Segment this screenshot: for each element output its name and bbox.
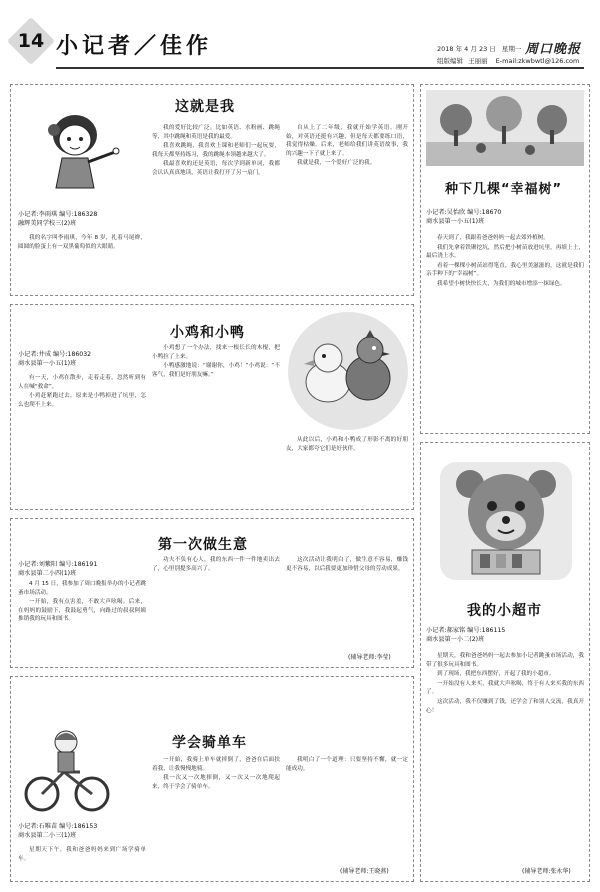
article-6-title: 学会骑单车 xyxy=(172,735,247,751)
weekday-text: 星期一 xyxy=(501,45,522,53)
article-2-title: 种下几棵“幸福树” xyxy=(445,182,563,197)
article-5-byline xyxy=(426,626,584,644)
paragraph: 有一天，小鸡在散步，走着走着，忽然听到有人在喊“救命”。 xyxy=(18,375,146,390)
trees-picture-icon xyxy=(426,90,584,166)
paragraph: 我一次又一次地摔倒，又一次又一次地爬起来，终于学会了骑单车。 xyxy=(152,775,280,790)
byline-author: 小记者:李雨琪 编号:186328 xyxy=(18,211,98,218)
article-1-text-col1 xyxy=(18,234,146,290)
article-4-byline xyxy=(18,560,148,578)
paragraph: 小鸭感激地说：“谢谢你，小鸡！”小鸡说：“不客气，我们是好朋友嘛。” xyxy=(152,363,280,378)
article-4-title: 第一次做生意 xyxy=(158,537,248,553)
article-3-byline xyxy=(18,350,148,368)
illustration-cyclist xyxy=(22,728,112,816)
header-date xyxy=(437,44,521,53)
bear-shopkeeper-icon xyxy=(440,462,572,580)
paragraph: 到了现场，我把东西摆好，开起了我的小超市。 xyxy=(437,671,555,678)
header-rule xyxy=(56,67,584,69)
chick-and-duck-icon xyxy=(288,312,408,430)
illustration-girl xyxy=(30,100,130,200)
paragraph: 小鸡赶紧跑过去，原来是小鸭掉进了坑里，怎么也爬不上来。 xyxy=(18,393,146,408)
article-4-teacher: (辅导老师:李莹) xyxy=(348,654,391,661)
article-3-text-col2 xyxy=(152,344,280,504)
article-2-text xyxy=(426,234,584,428)
boy-bicycle-icon xyxy=(22,728,112,816)
date-text: 2018 年 4 月 23 日 xyxy=(437,45,496,53)
illustration-chick-duck xyxy=(288,312,408,430)
paragraph: 4 月 15 日，我参加了周口晚报举办的小记者跳蚤市场活动。 xyxy=(18,581,146,596)
paragraph: 看着一棵棵小树苗站得笔直，我心里美滋滋的，这就是我们亲手种下的“幸福树”。 xyxy=(426,262,584,278)
paragraph: 我的名字叫李雨琪，今年 8 岁，扎着马尾辫，圆圆的脸蛋上有一双黑葡萄似的大眼睛。 xyxy=(18,235,146,250)
illustration-bear xyxy=(440,462,572,580)
byline-school: 融辉美同学校三(2)班 xyxy=(18,220,77,227)
article-6-text-col3 xyxy=(286,756,408,856)
byline-author: 小记者:吴怡欣 编号:18670 xyxy=(426,209,502,216)
article-5-teacher: (辅导老师:张永华) xyxy=(522,868,571,875)
article-4-text-col2 xyxy=(152,556,280,662)
page-number: 14 xyxy=(17,30,45,52)
section-title: 小记者／佳作 xyxy=(56,34,213,59)
article-3-text-col1 xyxy=(18,374,146,504)
article-1-text-col2 xyxy=(152,124,280,290)
article-5-text xyxy=(426,652,584,862)
byline-author: 小记者:井成 编号:186032 xyxy=(18,351,92,358)
byline-author: 小记者:石唯苗 编号:186153 xyxy=(18,823,98,830)
byline-school: 商水县第一小五(1)班 xyxy=(18,360,77,367)
byline-author: 小记者:刘紫阳 编号:186191 xyxy=(18,561,98,568)
article-6-teacher: (辅导老师:王晓燕) xyxy=(340,868,389,875)
editor-line xyxy=(437,56,579,65)
paragraph: 我们先拿着铁锹挖坑，然后把小树苗放进坑里，再填上土，最后浇上水。 xyxy=(426,244,584,260)
paragraph: 我希望小树快快长大，为我们的城市增添一抹绿色。 xyxy=(437,280,566,287)
paragraph: 我喜欢跳绳，我喜欢上课和老师们一起玩耍，我每天都坚持练习，我的跳绳本领越来越大了。 xyxy=(152,143,280,158)
byline-school: 商水县第二小四(1)班 xyxy=(18,570,77,577)
article-2-byline xyxy=(426,208,584,226)
editor-label: 组版编辑 xyxy=(437,57,463,65)
paragraph: 功夫不负有心人，我的东西一件一件地卖出去了，心里别提多高兴了。 xyxy=(152,557,280,572)
paragraph: 这次活动让我明白了，做生意不容易，赚钱更不容易，以后我要更加珍惜父母的劳动成果。 xyxy=(286,557,408,572)
paragraph: 从此以后，小鸡和小鸭成了形影不离的好朋友，大家都夸它们是好伙伴。 xyxy=(286,437,408,452)
paragraph: 一开始，我有点害羞，不敢大声吆喝。后来，在妈妈的鼓励下，我鼓起勇气，向路过的叔叔阿姨推销我的玩具和图书。 xyxy=(18,599,146,623)
article-3-title: 小鸡和小鸭 xyxy=(170,325,245,341)
byline-school: 商水县第一小二(2)班 xyxy=(426,636,485,643)
paragraph: 我明白了一个道理：只要坚持不懈，就一定能成功。 xyxy=(286,757,408,772)
article-1-byline xyxy=(18,210,148,228)
article-1-text-col3 xyxy=(286,124,408,290)
masthead-logo: 周口晚报 xyxy=(525,42,582,57)
paragraph: 我就是我，一个爱好广泛的我。 xyxy=(297,160,376,167)
article-6-byline xyxy=(18,822,148,840)
paragraph: 春天到了，我跟着爸爸妈妈一起去郊外植树。 xyxy=(437,235,549,241)
byline-school: 商水县第二小三(1)班 xyxy=(18,832,77,839)
editor-name: 王丽丽 xyxy=(468,57,488,65)
paragraph: 自从上了二年级，我就开始学英语。刚开始，对英语还挺有兴趣，但是每天都要练口语，我觉得枯燥。后来，老师给我们讲英语故事，我的兴趣一下子就上来了。 xyxy=(286,125,408,157)
paragraph: 一开始没有人来买，我就大声吆喝，终于有人来买我的东西了。 xyxy=(426,680,584,696)
paragraph: 我最喜欢的还是英语，每次学到新单词，我都会认认真真地读，英语让我打开了另一扇门。 xyxy=(152,161,280,176)
article-1-title: 这就是我 xyxy=(175,99,235,115)
byline-author: 小记者:郝家铭 编号:186115 xyxy=(426,627,506,634)
article-3-text-col3 xyxy=(286,436,408,504)
paragraph: 一开始，我骑上单车就摔倒了，爸爸在后面扶着我，让我慢慢地骑。 xyxy=(152,757,280,772)
paragraph: 星期天下午，我和爸爸妈妈来到广场学骑单车。 xyxy=(18,847,146,862)
article-4-text-col1 xyxy=(18,580,146,662)
girl-drawing-icon xyxy=(30,100,130,200)
paragraph: 这次活动，我不仅赚到了钱，还学会了和别人交流，我真开心！ xyxy=(426,698,584,714)
article-4-text-col3 xyxy=(286,556,408,648)
illustration-trees xyxy=(426,90,584,166)
article-6-text-col1 xyxy=(18,846,146,878)
article-6-text-col2 xyxy=(152,756,280,876)
editor-email: E-mail:zkwbwtl@126.com xyxy=(495,57,580,65)
article-5-title: 我的小超市 xyxy=(467,603,542,619)
paragraph: 小鸡想了一个办法，找来一根长长的木棍，把小鸭拉了上来。 xyxy=(152,345,280,360)
byline-school: 商水县第一小五(1)班 xyxy=(426,218,485,225)
paragraph: 星期天，我和爸爸妈妈一起去参加小记者跳蚤市场活动，我带了很多玩具和图书。 xyxy=(426,653,584,668)
page-header xyxy=(0,0,600,72)
paragraph: 我的爱好比较广泛。比如英语、水粉画、跳绳等，其中跳绳和英语是我的最爱。 xyxy=(152,125,280,140)
